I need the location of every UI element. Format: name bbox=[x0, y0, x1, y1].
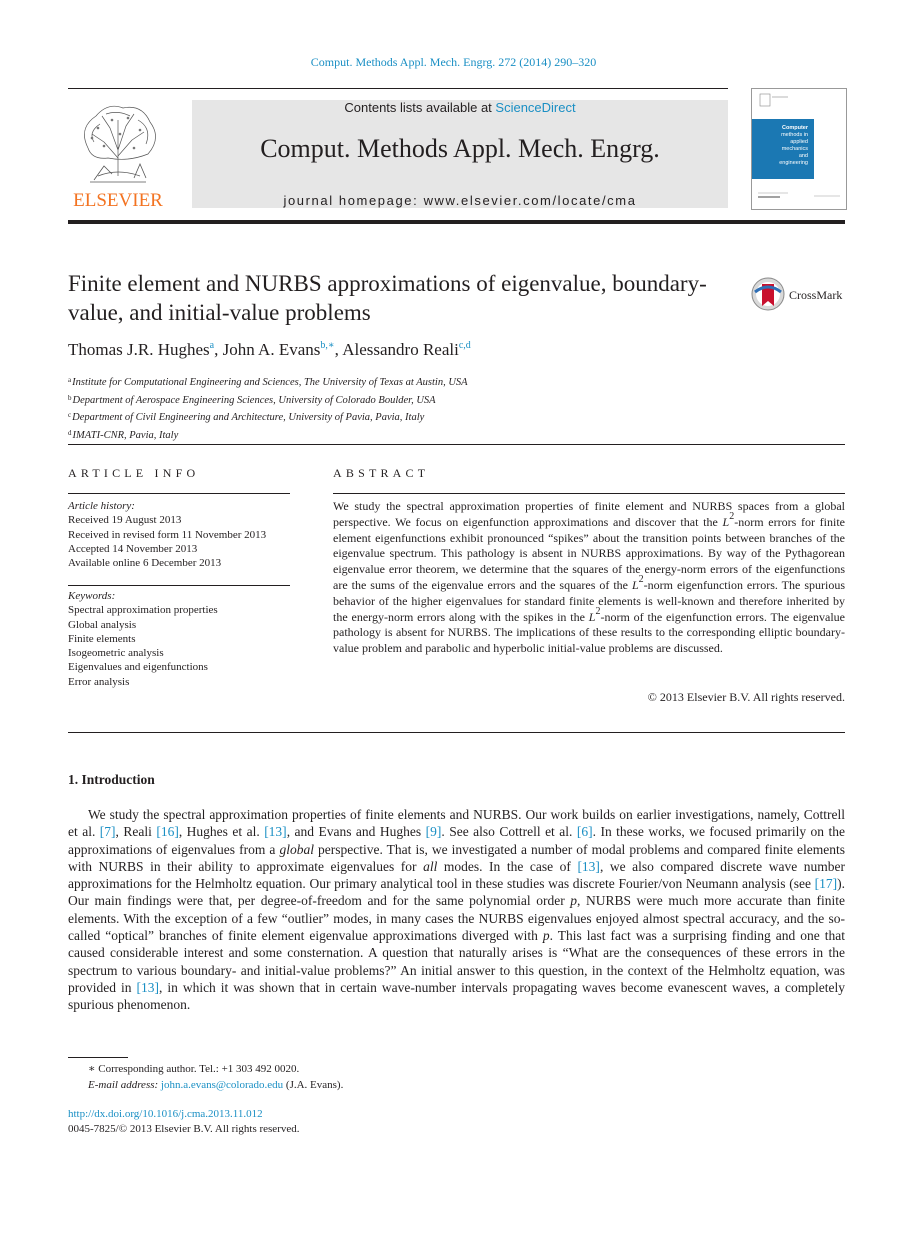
journal-homepage bbox=[192, 193, 728, 208]
section-heading-introduction: 1. Introduction bbox=[68, 772, 155, 787]
affiliation-item bbox=[68, 408, 468, 426]
keyword-item: Spectral approximation properties bbox=[68, 604, 218, 617]
article-title: Finite element and NURBS approximations of eigenvalue, boundary-value, and initial-value problems bbox=[68, 271, 707, 325]
abstract-part: -norm eigenfunction errors. The spurious behavior of the higher eigenvalues for standard finite elements is well-known and therefore inherited by the energy-norm errors along with the spikes in the bbox=[333, 577, 845, 624]
norm-exponent: 2 bbox=[729, 510, 735, 522]
cover-line-1: Computer bbox=[782, 125, 808, 131]
citation-link[interactable]: [13] bbox=[264, 824, 287, 840]
cover-line-2: methods in bbox=[781, 132, 808, 138]
emphasis-text: global bbox=[279, 841, 314, 857]
paragraph-text: perspective. That is, we investigated a number of modal problems and compared finite elements with NURBS in their ability to approximate eigenvalues for bbox=[68, 841, 845, 874]
paragraph-text: . In these works, we focused primarily on the approximations of eigenvalues from a bbox=[68, 824, 845, 857]
footnote-mark: ∗ bbox=[88, 1063, 96, 1075]
issn-line: 0045-7825/© 2013 Elsevier B.V. All rights reserved. bbox=[68, 1123, 300, 1135]
contents-prefix: Contents lists available at bbox=[344, 100, 496, 115]
affiliations bbox=[68, 373, 468, 443]
norm-exponent: 2 bbox=[595, 605, 601, 617]
author-list: Thomas J.R. Hughes$^a$, John A. Evans$^{b,∗}$, Alessandro Reali$^{c,d}$ bbox=[68, 340, 471, 359]
cover-line-4: mechanics bbox=[781, 146, 808, 152]
doi-link[interactable]: http://dx.doi.org/10.1016/j.cma.2013.11.012 bbox=[68, 1108, 263, 1120]
keywords-rule bbox=[68, 585, 290, 586]
introduction-paragraph bbox=[68, 806, 845, 1014]
author-affil-mark[interactable]: c,d bbox=[458, 340, 471, 351]
affiliation-item bbox=[68, 373, 468, 391]
keyword-item: Eigenvalues and eigenfunctions bbox=[68, 661, 208, 674]
author-name[interactable]: Alessandro Reali bbox=[342, 340, 459, 359]
citation-link[interactable]: [6] bbox=[576, 824, 593, 840]
abstract-copyright: © 2013 Elsevier B.V. All rights reserved. bbox=[647, 690, 845, 704]
paragraph-text: , Hughes et al. bbox=[178, 824, 265, 840]
footnote-text: Corresponding author. Tel.: +1 303 492 0020. bbox=[98, 1063, 300, 1075]
citation-link[interactable]: [9] bbox=[425, 824, 442, 840]
email-link[interactable]: john.a.evans@colorado.edu bbox=[160, 1079, 284, 1091]
norm-symbol: L bbox=[588, 609, 596, 624]
journal-cover-thumbnail[interactable] bbox=[751, 88, 847, 210]
affiliation-rule bbox=[68, 444, 845, 445]
history-item: Received in revised form 11 November 2013 bbox=[68, 528, 267, 541]
citation-link[interactable]: [17] bbox=[814, 876, 838, 892]
history-item: Available online 6 December 2013 bbox=[68, 557, 222, 570]
article-history bbox=[68, 499, 266, 570]
keyword-item: Isogeometric analysis bbox=[68, 647, 164, 660]
affiliation-text: Department of Aerospace Engineering Sciences, University of Colorado Boulder, USA bbox=[72, 394, 436, 406]
history-label: Article history: bbox=[68, 500, 135, 512]
crossmark-label: CrossMark bbox=[789, 288, 843, 302]
affiliation-mark: d bbox=[68, 428, 72, 437]
emphasis-text: p bbox=[542, 928, 550, 944]
citation-link[interactable]: [13] bbox=[136, 979, 159, 995]
keyword-item: Finite elements bbox=[68, 632, 136, 645]
paragraph-text: , in which it was shown that in certain wave-number intervals propagating waves become evanescent waves, a completely spurious phenomenon. bbox=[68, 979, 845, 1013]
affiliation-text: IMATI-CNR, Pavia, Italy bbox=[72, 429, 179, 441]
abstract-rule bbox=[333, 493, 845, 494]
abstract-part: -norm of the eigenfunction errors. The eigenvalue pathology is absent for NURBS. The implications of these results to the corresponding elliptic boundary-value problem and parabolic and hyperbolic initial-value problems are discussed. bbox=[333, 609, 845, 656]
affiliation-item bbox=[68, 426, 468, 444]
contents-line bbox=[192, 100, 728, 115]
affiliation-text: Institute for Computational Engineering and Sciences, The University of Texas at Austin, USA bbox=[72, 377, 468, 388]
citation-link[interactable]: [7] bbox=[99, 824, 116, 840]
affiliation-mark: b bbox=[68, 393, 72, 402]
sciencedirect-link[interactable]: ScienceDirect bbox=[495, 100, 576, 115]
paragraph-text: , Reali bbox=[115, 824, 157, 840]
paragraph-text: We study the spectral approximation properties of finite elements and NURBS. Our work builds on earlier investigations, namely, Cottrell et al. bbox=[68, 807, 845, 840]
keyword-item: Global analysis bbox=[68, 618, 137, 631]
paragraph-text: , NURBS were much more accurate than finite elements. With the exception of a few “outlier” modes, in many cases the NURBS eigenvalues enjoyed almost spectral accuracy, and the so-called “optical” branches of finite element eigenvalue approximations diverged with bbox=[68, 893, 845, 944]
citation-link[interactable]: [13] bbox=[577, 858, 600, 874]
abstract-text bbox=[333, 499, 845, 657]
norm-symbol: L bbox=[631, 577, 639, 592]
affiliation-mark: c bbox=[68, 411, 72, 419]
abstract-part: -norm errors for finite element eigenfunctions exhibit pronounced “spikes” about the transition points between branches of the eigenvalue spectrum. This pathology is absent in NURBS approximations. By way of the Pythagorean eigenvalue error theorem, we determine that the squares of the energy-norm errors of the eigenfunctions are the sums of the eigenvalue errors and the squares of the bbox=[333, 514, 845, 592]
author-affil-mark[interactable]: b,∗ bbox=[320, 340, 335, 351]
cover-line-5: and bbox=[798, 153, 808, 159]
header-top-rule bbox=[68, 88, 728, 89]
affiliation-text: Department of Civil Engineering and Architecture, University of Pavia, Pavia, Italy bbox=[72, 412, 425, 423]
emphasis-text: p bbox=[570, 893, 578, 909]
norm-exponent: 2 bbox=[638, 573, 644, 585]
paragraph-text: . See also Cottrell et al. bbox=[441, 824, 577, 840]
paragraph-text: . This last fact was a surprising finding and one that caused considerable interest and some consternation. A question that naturally arises is “What are the consequences of these errors in the spectrum to various boundary- and initial-value problems?” An initial answer to this question, in the context of the Helmholtz equation, was provided in bbox=[68, 928, 845, 995]
abstract-part: We study the spectral approximation properties of finite element and NURBS spaces from a global perspective. We focus on eigenfunction approximations and discover that the bbox=[333, 499, 845, 529]
abstract-heading: ABSTRACT bbox=[333, 466, 430, 480]
journal-cover-graphic bbox=[752, 89, 846, 209]
norm-symbol: L bbox=[722, 514, 730, 529]
crossmark-icon bbox=[751, 276, 851, 312]
history-item: Received 19 August 2013 bbox=[68, 514, 182, 527]
article-info-heading: ARTICLE INFO bbox=[68, 466, 200, 480]
keywords-label: Keywords: bbox=[68, 590, 116, 602]
citation-link[interactable]: [16] bbox=[156, 824, 179, 840]
email-label: E-mail address: bbox=[88, 1079, 159, 1091]
author-affil-mark[interactable]: a bbox=[209, 340, 215, 351]
doi-block bbox=[68, 1107, 300, 1137]
elsevier-wordmark: ELSEVIER bbox=[73, 190, 163, 210]
abstract-end-rule bbox=[68, 732, 845, 733]
paragraph-text: , we also compared discrete wave number approximations for the Helmholtz equation. Our primary analytical tool in these studies was discrete Fourier/von Neumann analysis (see bbox=[68, 858, 845, 892]
email-note bbox=[68, 1077, 343, 1093]
affiliation-item bbox=[68, 391, 468, 409]
paragraph-text: , and Evans and Hughes bbox=[286, 824, 426, 840]
homepage-prefix: journal homepage: bbox=[283, 193, 424, 208]
history-item: Accepted 14 November 2013 bbox=[68, 542, 198, 555]
author-name[interactable]: John A. Evans bbox=[222, 340, 321, 359]
header-thick-rule bbox=[68, 220, 845, 224]
emphasis-text: all bbox=[423, 858, 438, 874]
paragraph-text: modes. In the case of bbox=[437, 858, 578, 874]
cover-line-6: engineering bbox=[779, 160, 808, 166]
corresponding-author-note bbox=[68, 1061, 343, 1077]
footnotes bbox=[68, 1061, 343, 1093]
email-suffix: (J.A. Evans). bbox=[283, 1079, 344, 1091]
crossmark-badge[interactable] bbox=[751, 276, 851, 312]
keyword-item: Error analysis bbox=[68, 675, 130, 688]
keywords bbox=[68, 589, 218, 689]
article-info-rule bbox=[68, 493, 290, 494]
author-name[interactable]: Thomas J.R. Hughes bbox=[68, 340, 210, 359]
paragraph-text: ). Our main findings were that, per degree-of-freedom and for the same polynomial order bbox=[68, 876, 845, 909]
journal-reference[interactable]: Comput. Methods Appl. Mech. Engrg. 272 (2014) 290–320 bbox=[310, 55, 597, 69]
homepage-url[interactable]: www.elsevier.com/locate/cma bbox=[423, 193, 637, 208]
affiliation-mark: a bbox=[68, 376, 72, 384]
footnote-rule bbox=[68, 1057, 128, 1058]
elsevier-logo bbox=[68, 98, 168, 210]
journal-title: Comput. Methods Appl. Mech. Engrg. bbox=[260, 134, 660, 163]
cover-line-3: applied bbox=[790, 139, 808, 145]
